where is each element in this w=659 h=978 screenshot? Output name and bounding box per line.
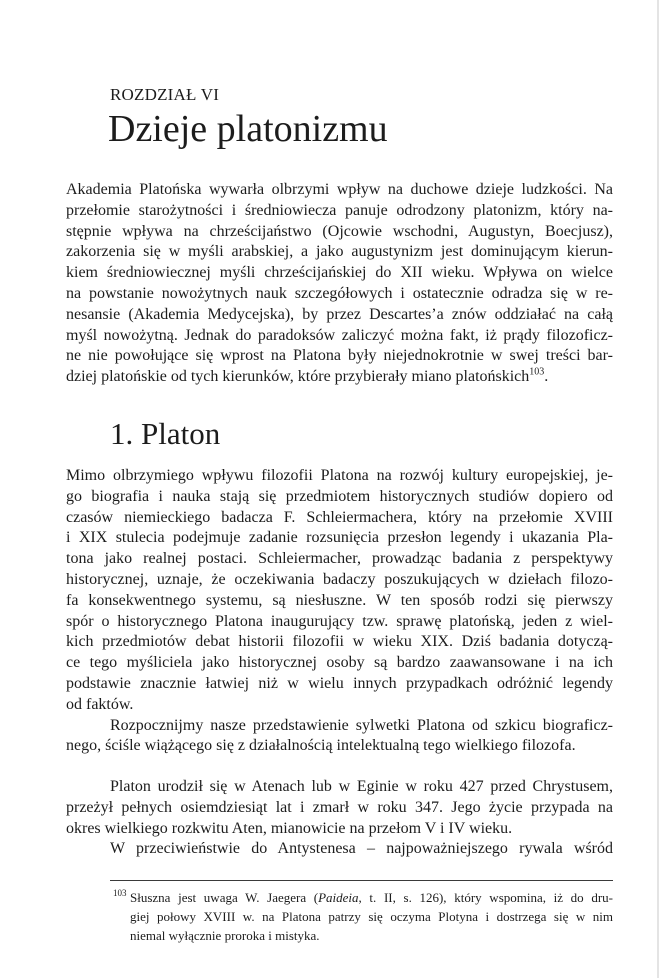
text-line: stępnie wpływa na chrześcijaństwo (Ojcowie wschodni, Augustyn, Boecjusz), xyxy=(66,222,613,240)
text-line: kich przedmiotów debat historii filozofii w wieku XIX. Dziś badania dotyczą- xyxy=(66,633,613,651)
text-line: nesansie (Akademia Medycejska), by przez Descartes’a znów oddziałać na całą xyxy=(66,305,613,323)
footnote-line: giej połowy XVIII w. na Platona patrzy się oczyma Plotyna i dostrzega się w nim xyxy=(130,909,613,924)
text-line: Mimo olbrzymiego wpływu filozofii Platona na rozwój kultury europejskiej, je- xyxy=(66,467,613,484)
text-line: go biografia i nauka stają się przedmiotem historycznych studiów dopiero od xyxy=(66,487,613,505)
text-line: od faktów. xyxy=(66,695,134,713)
text-segment: Słuszna jest uwaga W. Jaegera ( xyxy=(130,890,319,905)
paragraph xyxy=(66,839,613,860)
text-line: Akademia Platońska wywarła olbrzymi wpływ na duchowe dzieje ludzkości. Na xyxy=(66,181,613,198)
text-line: nego, ściśle wiążącego się z działalnością intelektualną tego wielkiego filozofa. xyxy=(66,737,576,755)
paragraph xyxy=(66,716,613,758)
footnote-line xyxy=(110,888,613,907)
italic-book-title: Paideia xyxy=(318,890,359,905)
footnote-line: niemal wyłącznie proroka i mistyka. xyxy=(130,928,320,943)
section-body xyxy=(66,466,613,757)
text-line: ce tego myśliciela jako historycznej osoby są bardzo zaawansowane i na ich xyxy=(66,654,613,672)
text-line: myśl nowożytną. Jednak do paradoksów zaliczyć można fakt, iż prądy filozoficz- xyxy=(66,326,613,344)
text-line: spór o historycznego Platona inaugurujący tzw. sprawę platońską, jeden z wiel- xyxy=(66,612,613,630)
text-segment: , t. II, s. 126), który wspomina, iż do dru- xyxy=(358,890,613,905)
text-line: W przeciwieństwie do Antystenesa – najpoważniejszego rywala wśród xyxy=(110,840,613,858)
text-line: historycznej, uznaje, że oczekiwania badaczy poszukujących w dziełach filozo- xyxy=(66,570,613,588)
paragraph xyxy=(66,777,613,839)
text-line: Platon urodził się w Atenach lub w Eginie w roku 427 przed Chrystusem, xyxy=(110,778,613,795)
text-line: na powstanie nowożytnych nauk szczegółowych i ostatecznie odradza się w re- xyxy=(66,284,613,302)
footnote xyxy=(110,888,613,945)
text-line: przełomie starożytności i średniowiecza panuje odrodzony platonizm, który na- xyxy=(66,201,613,219)
footnote-number: 103 xyxy=(113,888,127,898)
intro-paragraph xyxy=(66,180,613,388)
footnote-ref: 103 xyxy=(529,367,545,378)
text-line: okres wielkiego rozkwitu Aten, mianowicie na przełom V i IV wieku. xyxy=(66,819,513,837)
section-heading: 1. Platon xyxy=(110,416,221,451)
text-line: przeżył pełnych osiemdziesiąt lat i zmarł w roku 347. Jego życie przypada na xyxy=(66,798,613,816)
text-line: kiem średniowiecznej myśli chrześcijańskiej do XII wieku. Wpływa on wielce xyxy=(66,264,613,282)
section-body-continued xyxy=(66,777,613,860)
text-line: podstawie znacznie łatwiej niż w wielu innych przypadkach odróżnić legendy xyxy=(66,674,613,692)
text-line: fa konsekwentnego systemu, są niesłuszne. W ten sposób rodzi się pierwszy xyxy=(66,591,613,609)
text-line-last xyxy=(66,367,613,388)
chapter-title: Dzieje platonizmu xyxy=(108,108,388,150)
text-line: czasów niemieckiego badacza F. Schleiermachera, który na przełomie XVIII xyxy=(66,508,613,526)
text-line: ne nie powołujące się wprost na Platona były niejednokrotnie w swej treści bar- xyxy=(66,347,613,365)
text-segment: . xyxy=(544,368,549,386)
text-line: tona jako realnej postaci. Schleiermacher, prowadząc badania z perspektywy xyxy=(66,550,613,568)
text-line: zakorzenia się w myśli arabskiej, a jako augustynizm jest dominującym kierun- xyxy=(66,243,613,261)
text-line: Rozpocznijmy nasze przedstawienie sylwetki Platona od szkicu biograficz- xyxy=(110,716,613,734)
footnote-rule xyxy=(110,880,613,881)
text-segment: dziej platońskie od tych kierunków, które przybierały miano platońskich xyxy=(66,368,530,386)
paragraph xyxy=(66,466,613,716)
chapter-label: ROZDZIAŁ VI xyxy=(110,85,220,104)
text-line: i XIX stulecia podejmuje zadanie rozsunięcia przesłon legendy i ukazania Pla- xyxy=(66,529,613,547)
